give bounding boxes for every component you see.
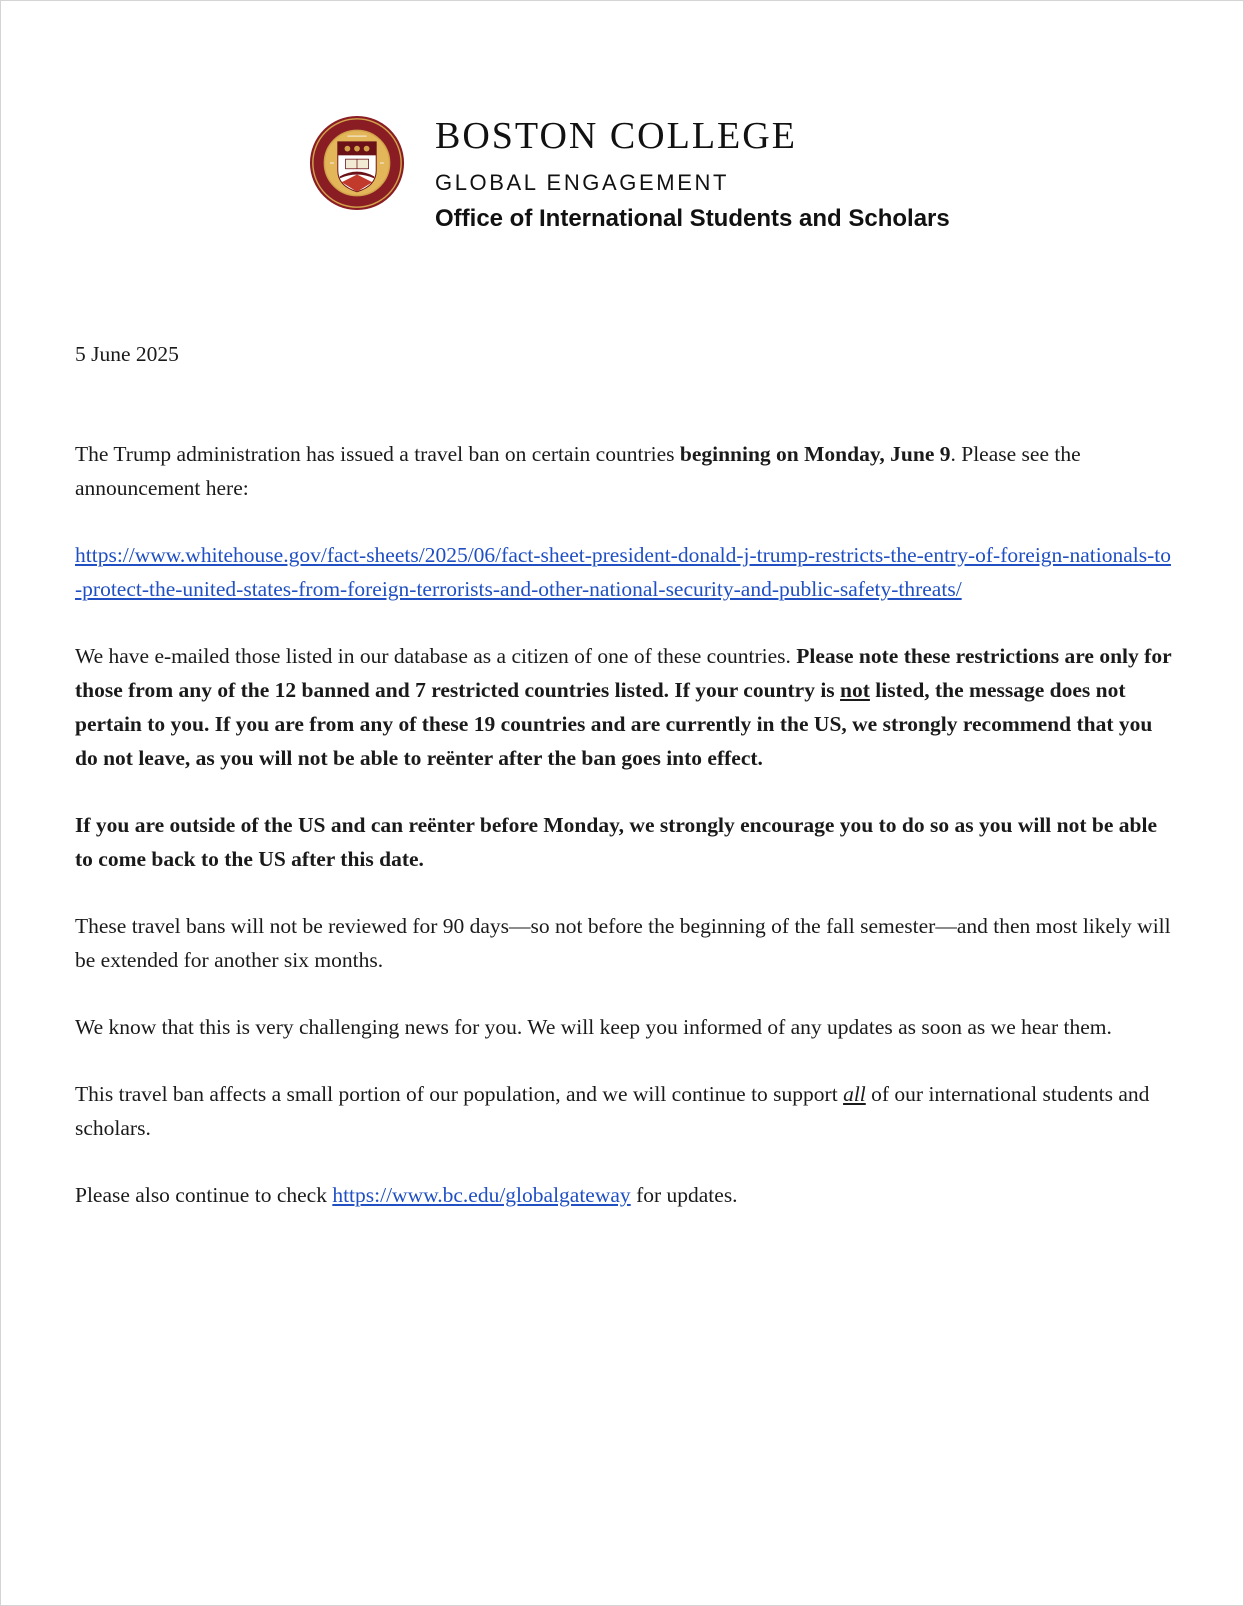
letterhead-text	[435, 113, 950, 235]
office-name: Office of International Students and Scholars	[435, 205, 950, 232]
p1-bold-date: beginning on Monday, June 9	[679, 442, 951, 466]
p6-emphasis-all: all	[843, 1082, 866, 1106]
boston-college-seal-logo	[309, 115, 405, 211]
institution-name: BOSTON COLLEGE	[435, 115, 797, 157]
p2-bold-1: Please note these restrictions are only for those from any of the 12 banned and 7 restricted countries listed. If your country is	[75, 644, 1172, 702]
paragraph-review: These travel bans will not be reviewed for 90 days—so not before the beginning of the fall semester—and then most likely will be extended for another six months.	[75, 914, 1171, 972]
paragraph-global-gateway	[75, 1178, 1175, 1212]
paragraph-support	[75, 1077, 1175, 1145]
letter-date: 5 June 2025	[75, 342, 179, 366]
p6-text-1: This travel ban affects a small portion of our population, and we will continue to support	[75, 1082, 844, 1106]
p6-text-2: of our international students and scholars.	[75, 1082, 1150, 1140]
p7-text-2: for updates.	[630, 1183, 738, 1207]
paragraph-outside-us	[75, 808, 1175, 876]
paragraph-announcement	[75, 437, 1175, 505]
p3-bold: If you are outside of the US and can reënter before Monday, we strongly encourage you to do so as you will not be able to come back to the US after this date.	[75, 813, 1157, 871]
p1-text-1: The Trump administration has issued a travel ban on certain countries	[75, 442, 680, 466]
p7-text-1: Please also continue to check	[75, 1183, 333, 1207]
p1-text-2: . Please see the announcement here:	[75, 442, 1081, 500]
global-gateway-link[interactable]: https://www.bc.edu/globalgateway	[332, 1183, 631, 1207]
letterhead	[309, 113, 969, 253]
unit-name: GLOBAL ENGAGEMENT	[435, 170, 729, 195]
paragraph-challenging-news: We know that this is very challenging news for you. We will keep you informed of any updates as soon as we hear them.	[75, 1015, 1112, 1039]
p2-text-1: We have e-mailed those listed in our database as a citizen of one of these countries.	[75, 644, 797, 668]
p2-bold-underlined-not: not	[840, 678, 870, 702]
paragraph-link	[75, 538, 1175, 606]
announcement-link[interactable]: https://www.whitehouse.gov/fact-sheets/2025/06/fact-sheet-president-donald-j-trump-restricts-the-entry-of-foreign-nationals-to-protect-the-united-states-from-foreign-terrorists-and-other-national-security-and-public-safety-threats/	[75, 543, 1171, 601]
letter-body	[75, 337, 1175, 1245]
p2-bold-2: listed, the message does not pertain to you. If you are from any of these 19 countries and are currently in the US, we strongly recommend that you do not leave, as you will not be able to reënter after the ban goes into effect.	[75, 678, 1153, 770]
paragraph-restrictions	[75, 639, 1175, 775]
